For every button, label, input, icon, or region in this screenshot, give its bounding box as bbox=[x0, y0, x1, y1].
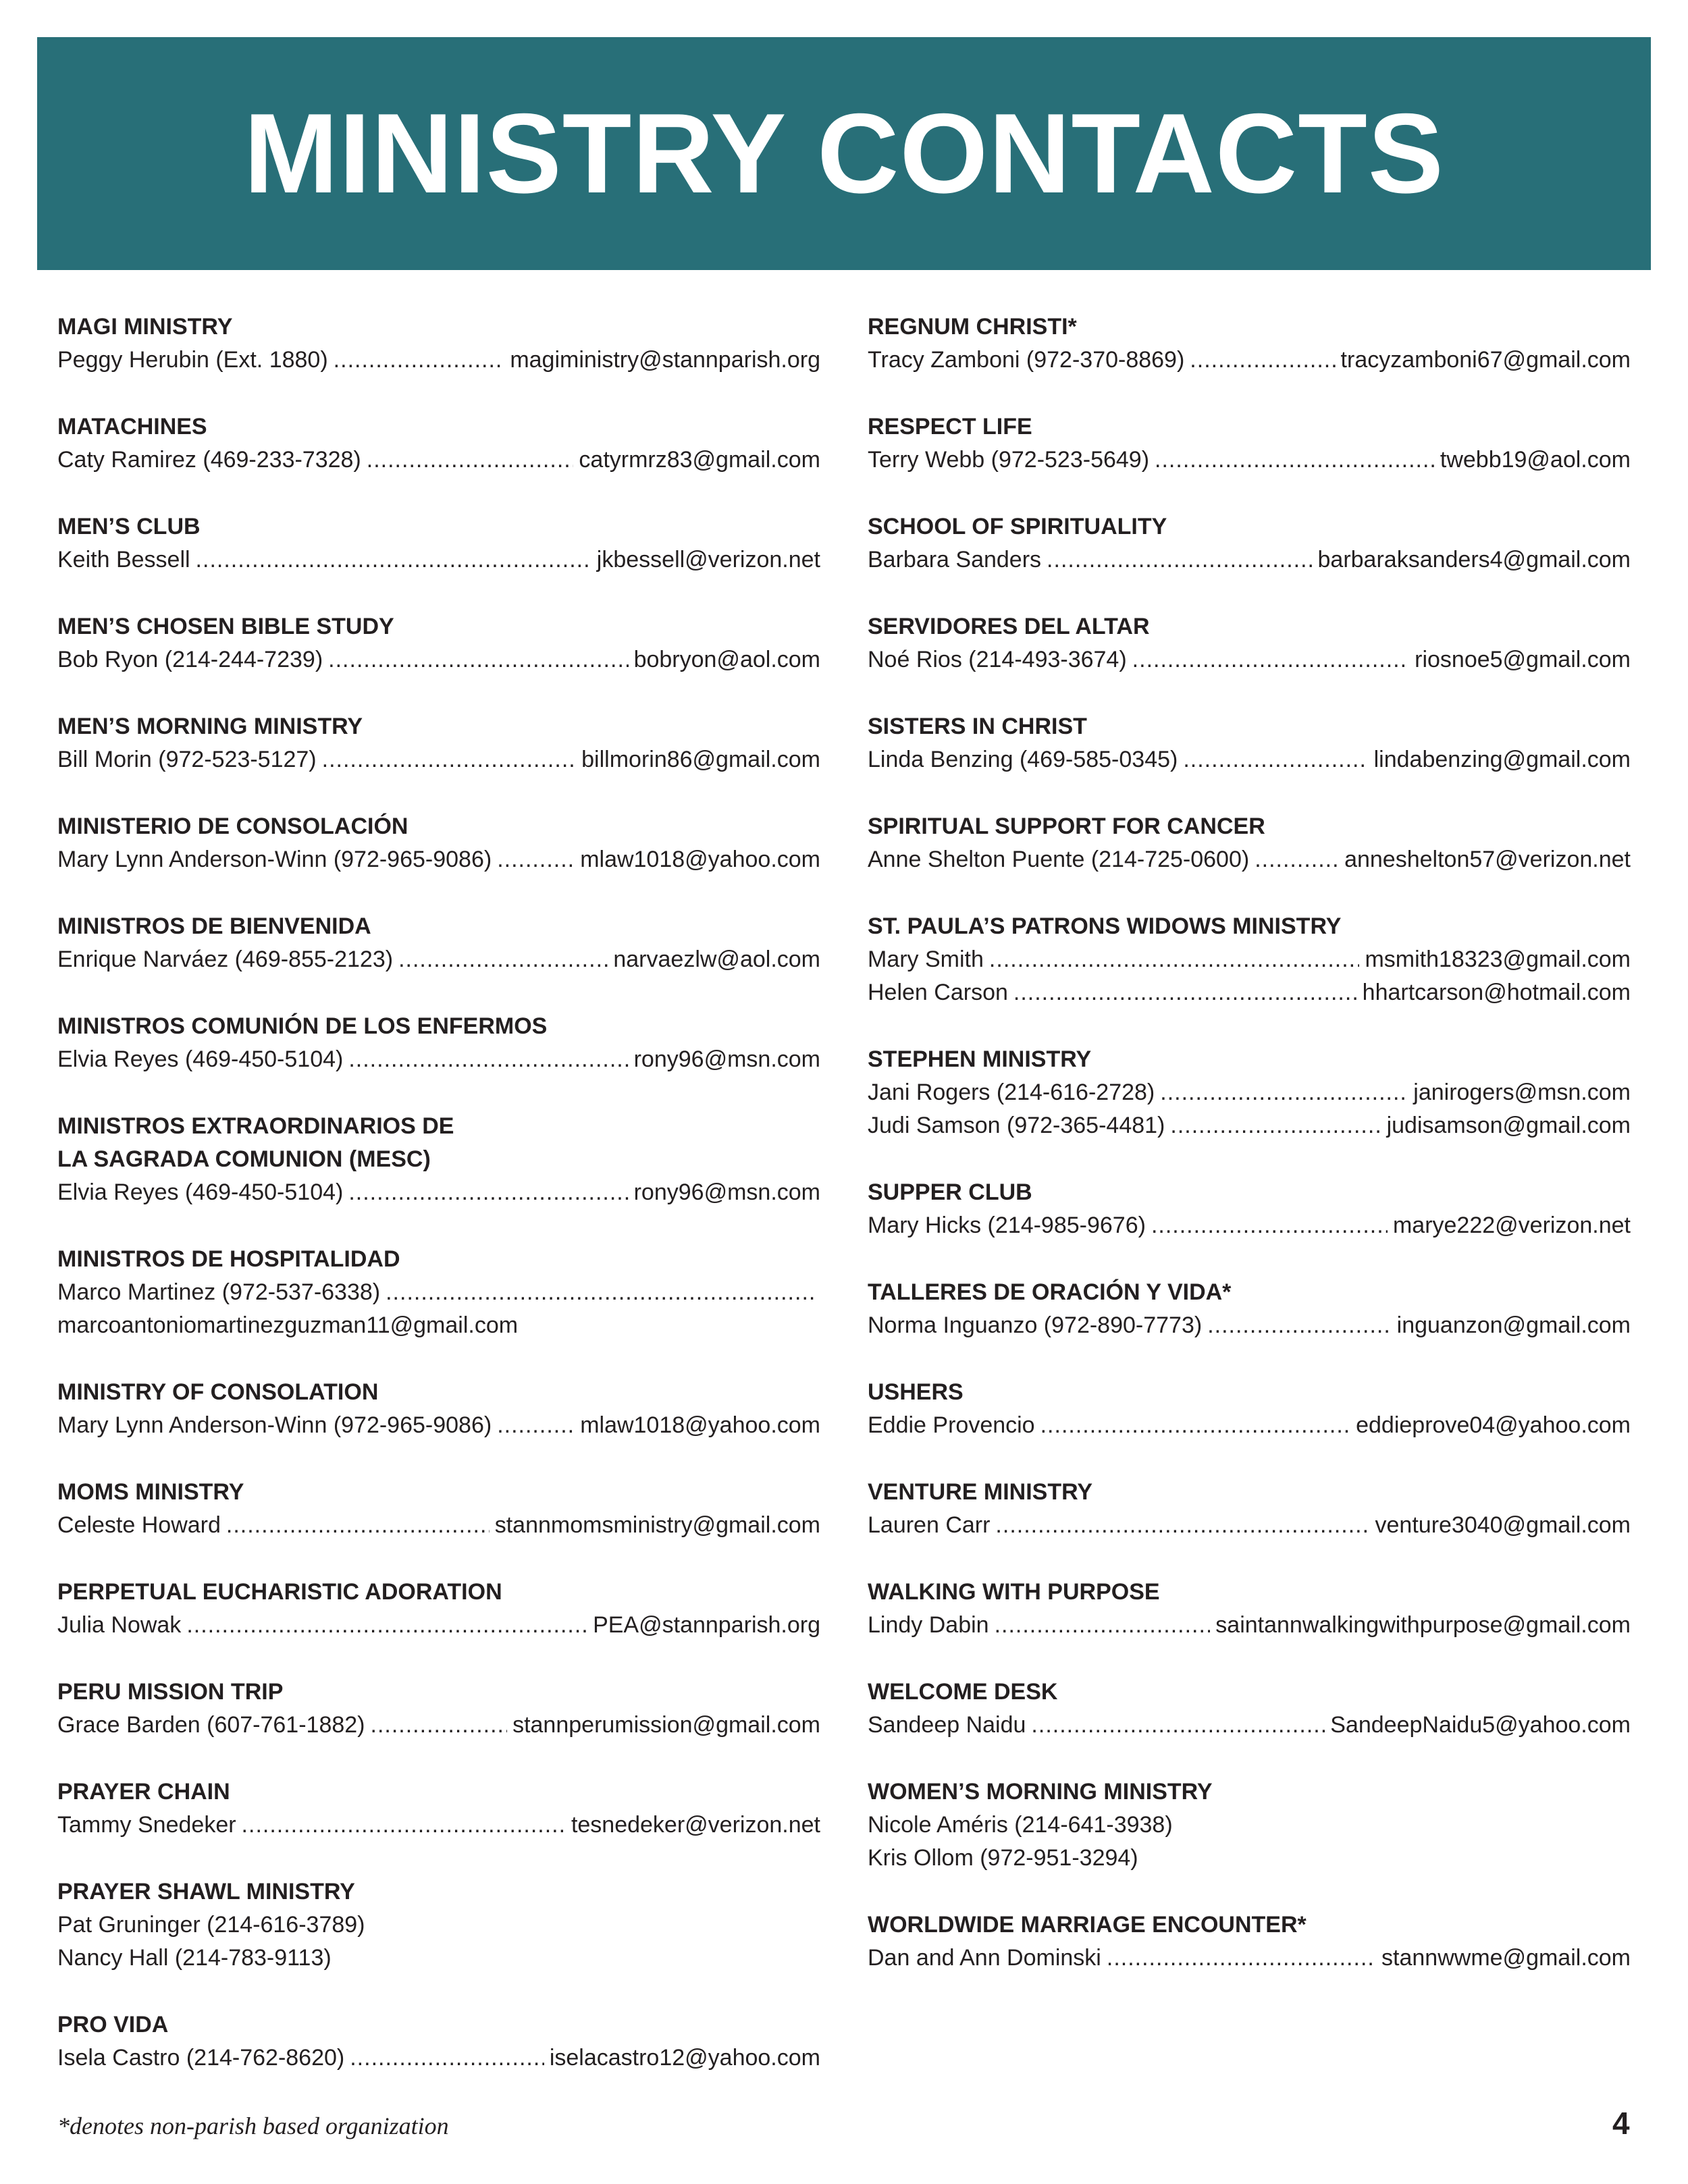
contact-name: Mary Smith bbox=[868, 947, 984, 972]
contact-line bbox=[868, 943, 1631, 976]
contact-name: Enrique Narváez (469-855-2123) bbox=[57, 947, 394, 972]
ministry-name: VENTURE MINISTRY bbox=[868, 1479, 1093, 1505]
ministry-name: TALLERES DE ORACIÓN Y VIDA* bbox=[868, 1279, 1232, 1305]
ministry-name: MINISTROS DE BIENVENIDA bbox=[57, 913, 371, 939]
dot-leader bbox=[1190, 344, 1335, 377]
ministry-entry bbox=[57, 810, 820, 876]
contact-email: jkbessell@verizon.net bbox=[596, 547, 820, 572]
ministry-entry bbox=[868, 410, 1631, 477]
ministry-entry bbox=[868, 1776, 1631, 1875]
contact-email: riosnoe5@gmail.com bbox=[1415, 647, 1631, 672]
dot-leader bbox=[995, 1509, 1369, 1542]
contact-line bbox=[868, 1309, 1631, 1342]
footnote: *denotes non-parish based organization bbox=[57, 2112, 449, 2139]
page-title: MINISTRY CONTACTS bbox=[244, 90, 1444, 217]
ministry-name: MEN’S CLUB bbox=[57, 514, 201, 539]
left-column bbox=[57, 311, 820, 2108]
ministry-name: MINISTRY OF CONSOLATION bbox=[57, 1379, 379, 1405]
ministry-entry bbox=[57, 1676, 820, 1742]
ministry-name: MINISTERIO DE CONSOLACIÓN bbox=[57, 814, 408, 839]
ministry-name: MEN’S CHOSEN BIBLE STUDY bbox=[57, 614, 394, 639]
ministry-name: PRO VIDA bbox=[57, 2012, 169, 2037]
contact-line bbox=[868, 1076, 1631, 1109]
dot-leader bbox=[1013, 976, 1357, 1009]
ministry-entry bbox=[57, 910, 820, 976]
contact-name: Celeste Howard bbox=[57, 1512, 221, 1538]
contact-line bbox=[57, 943, 820, 976]
contact-line bbox=[57, 543, 820, 577]
dot-leader bbox=[1132, 643, 1409, 676]
contact-name: Helen Carson bbox=[868, 980, 1008, 1005]
contact-name: Sandeep Naidu bbox=[868, 1712, 1026, 1738]
contact-line bbox=[868, 1809, 1631, 1842]
contact-name: Terry Webb (972-523-5649) bbox=[868, 447, 1150, 473]
dot-leader bbox=[334, 344, 505, 377]
dot-leader bbox=[1155, 444, 1435, 477]
dot-leader bbox=[371, 1709, 508, 1742]
contact-email: marye222@verizon.net bbox=[1392, 1213, 1631, 1238]
contact-email: narvaezlw@aol.com bbox=[613, 947, 820, 972]
contact-email: stannmomsministry@gmail.com bbox=[494, 1512, 820, 1538]
contact-line bbox=[57, 1176, 820, 1209]
ministry-entry bbox=[868, 1909, 1631, 1975]
contact-email: billmorin86@gmail.com bbox=[581, 747, 820, 772]
contact-line bbox=[57, 344, 820, 377]
ministry-name: WOMEN’S MORNING MINISTRY bbox=[868, 1779, 1213, 1805]
contact-name: marcoantoniomartinezguzman11@gmail.com bbox=[57, 1312, 519, 1338]
contact-name: Lauren Carr bbox=[868, 1512, 991, 1538]
ministry-entry bbox=[868, 610, 1631, 676]
ministry-name: MATACHINES bbox=[57, 414, 207, 440]
contact-line bbox=[57, 643, 820, 676]
dot-leader bbox=[1107, 1942, 1376, 1975]
contact-name: Nancy Hall (214-783-9113) bbox=[57, 1945, 332, 1971]
ministry-entry bbox=[57, 410, 820, 477]
ministry-entry bbox=[57, 610, 820, 676]
contact-email: judisamson@gmail.com bbox=[1386, 1113, 1631, 1138]
dot-leader bbox=[995, 1609, 1211, 1642]
contact-name: Elvia Reyes (469-450-5104) bbox=[57, 1179, 344, 1205]
dot-leader bbox=[367, 444, 574, 477]
ministry-entry bbox=[57, 1776, 820, 1842]
dot-leader bbox=[196, 543, 591, 577]
contact-line bbox=[57, 1276, 820, 1309]
contact-name: Judi Samson (972-365-4481) bbox=[868, 1113, 1165, 1138]
contact-name: Isela Castro (214-762-8620) bbox=[57, 2045, 345, 2071]
contact-name: Julia Nowak bbox=[57, 1612, 182, 1638]
ministry-name: SISTERS IN CHRIST bbox=[868, 714, 1087, 739]
contact-name: Norma Inguanzo (972-890-7773) bbox=[868, 1312, 1203, 1338]
dot-leader bbox=[1151, 1209, 1388, 1242]
ministry-name: WELCOME DESK bbox=[868, 1679, 1058, 1705]
ministry-name: MINISTROS COMUNIÓN DE LOS ENFERMOS bbox=[57, 1013, 548, 1039]
contact-line bbox=[868, 1109, 1631, 1142]
ministry-entry bbox=[57, 710, 820, 776]
dot-leader bbox=[226, 1509, 490, 1542]
contact-name: Elvia Reyes (469-450-5104) bbox=[57, 1046, 344, 1072]
ministry-entry bbox=[868, 1176, 1631, 1242]
contact-email: anneshelton57@verizon.net bbox=[1344, 847, 1631, 872]
contact-name: Marco Martinez (972-537-6338) bbox=[57, 1279, 381, 1305]
contact-name: Caty Ramirez (469-233-7328) bbox=[57, 447, 361, 473]
contact-name: Dan and Ann Dominski bbox=[868, 1945, 1101, 1971]
ministry-entry bbox=[57, 1576, 820, 1642]
contact-name: Mary Lynn Anderson-Winn (972-965-9086) bbox=[57, 847, 492, 872]
contact-email: catyrmrz83@gmail.com bbox=[579, 447, 820, 473]
contact-email: eddieprove04@yahoo.com bbox=[1356, 1412, 1631, 1438]
dot-leader bbox=[322, 743, 577, 776]
dot-leader bbox=[350, 2042, 544, 2075]
contact-line bbox=[868, 643, 1631, 676]
ministry-name: MOMS MINISTRY bbox=[57, 1479, 244, 1505]
ministry-name: SERVIDORES DEL ALTAR bbox=[868, 614, 1150, 639]
contact-line bbox=[868, 1942, 1631, 1975]
contact-name: Anne Shelton Puente (214-725-0600) bbox=[868, 847, 1250, 872]
dot-leader bbox=[1040, 1409, 1351, 1442]
contact-email: venture3040@gmail.com bbox=[1375, 1512, 1631, 1538]
contact-email: SandeepNaidu5@yahoo.com bbox=[1330, 1712, 1631, 1738]
ministry-entry bbox=[868, 510, 1631, 577]
dot-leader bbox=[1047, 543, 1312, 577]
ministry-name: MINISTROS EXTRAORDINARIOS DE bbox=[57, 1113, 454, 1139]
contact-line bbox=[57, 1509, 820, 1542]
dot-leader bbox=[1170, 1109, 1381, 1142]
page-number: 4 bbox=[1612, 2106, 1630, 2141]
ministry-entry bbox=[57, 510, 820, 577]
contact-line bbox=[868, 1209, 1631, 1242]
dot-leader bbox=[242, 1809, 566, 1842]
contact-email: tesnedeker@verizon.net bbox=[571, 1812, 820, 1838]
contact-line bbox=[57, 444, 820, 477]
contact-line bbox=[868, 1842, 1631, 1875]
dot-leader bbox=[989, 943, 1360, 976]
contact-email: tracyzamboni67@gmail.com bbox=[1340, 347, 1631, 373]
contact-line bbox=[57, 1409, 820, 1442]
contact-line bbox=[868, 1409, 1631, 1442]
ministry-entry bbox=[868, 1476, 1631, 1542]
contact-email: iselacastro12@yahoo.com bbox=[549, 2045, 820, 2071]
ministry-entry bbox=[868, 1376, 1631, 1442]
contact-email: twebb19@aol.com bbox=[1440, 447, 1631, 473]
ministry-name: WALKING WITH PURPOSE bbox=[868, 1579, 1160, 1605]
contact-name: Bob Ryon (214-244-7239) bbox=[57, 647, 323, 672]
contact-email: lindabenzing@gmail.com bbox=[1373, 747, 1631, 772]
ministry-name: RESPECT LIFE bbox=[868, 414, 1032, 440]
ministry-name: ST. PAULA’S PATRONS WIDOWS MINISTRY bbox=[868, 913, 1342, 939]
ministry-name: USHERS bbox=[868, 1379, 964, 1405]
contact-line bbox=[57, 1609, 820, 1642]
dot-leader bbox=[348, 1043, 628, 1076]
contact-line bbox=[57, 843, 820, 876]
ministry-entry bbox=[868, 810, 1631, 876]
contact-line bbox=[57, 1942, 820, 1975]
contact-email: hhartcarson@hotmail.com bbox=[1362, 980, 1631, 1005]
contact-line bbox=[868, 1709, 1631, 1742]
ministry-name: LA SAGRADA COMUNION (MESC) bbox=[57, 1146, 431, 1172]
ministry-name: PERPETUAL EUCHARISTIC ADORATION bbox=[57, 1579, 502, 1605]
ministry-entry bbox=[868, 910, 1631, 1009]
contact-email: PEA@stannparish.org bbox=[593, 1612, 820, 1638]
contact-line bbox=[57, 743, 820, 776]
contact-line bbox=[57, 1709, 820, 1742]
ministry-name: PRAYER SHAWL MINISTRY bbox=[57, 1879, 355, 1905]
contact-email: bobryon@aol.com bbox=[633, 647, 820, 672]
contact-line bbox=[868, 344, 1631, 377]
contact-name: Tracy Zamboni (972-370-8869) bbox=[868, 347, 1185, 373]
contact-email: stannperumission@gmail.com bbox=[512, 1712, 820, 1738]
ministry-name: PRAYER CHAIN bbox=[57, 1779, 230, 1805]
ministry-entry bbox=[868, 710, 1631, 776]
ministry-entry bbox=[57, 311, 820, 377]
contact-name: Tammy Snedeker bbox=[57, 1812, 236, 1838]
ministry-entry bbox=[868, 1276, 1631, 1342]
dot-leader bbox=[497, 843, 575, 876]
contact-line bbox=[57, 1909, 820, 1942]
ministry-entry bbox=[57, 1010, 820, 1076]
dot-leader bbox=[1255, 843, 1339, 876]
contact-line bbox=[868, 1609, 1631, 1642]
contact-name: Pat Gruninger (214-616-3789) bbox=[57, 1912, 365, 1938]
contact-line bbox=[57, 1809, 820, 1842]
contact-name: Lindy Dabin bbox=[868, 1612, 989, 1638]
dot-leader bbox=[497, 1409, 575, 1442]
contact-line bbox=[57, 1309, 820, 1342]
ministry-name: MEN’S MORNING MINISTRY bbox=[57, 714, 363, 739]
ministry-entry bbox=[57, 2008, 820, 2075]
ministry-entry bbox=[868, 311, 1631, 377]
ministry-entry bbox=[57, 1476, 820, 1542]
contact-name: Noé Rios (214-493-3674) bbox=[868, 647, 1127, 672]
ministry-name: MAGI MINISTRY bbox=[57, 314, 233, 340]
contact-email: stannwwme@gmail.com bbox=[1381, 1945, 1631, 1971]
contact-name: Jani Rogers (214-616-2728) bbox=[868, 1080, 1155, 1105]
contact-name: Mary Lynn Anderson-Winn (972-965-9086) bbox=[57, 1412, 492, 1438]
ministry-entry bbox=[57, 1875, 820, 1975]
ministry-name: STEPHEN MINISTRY bbox=[868, 1046, 1092, 1072]
contact-email: saintannwalkingwithpurpose@gmail.com bbox=[1215, 1612, 1631, 1638]
contact-name: Nicole Améris (214-641-3938) bbox=[868, 1812, 1173, 1838]
dot-leader bbox=[386, 1276, 815, 1309]
contact-name: Grace Barden (607-761-1882) bbox=[57, 1712, 365, 1738]
ministry-name: SPIRITUAL SUPPORT FOR CANCER bbox=[868, 814, 1265, 839]
ministry-entry bbox=[57, 1110, 820, 1209]
contact-line bbox=[57, 2042, 820, 2075]
ministry-entry bbox=[57, 1243, 820, 1342]
dot-leader bbox=[398, 943, 608, 976]
contact-email: mlaw1018@yahoo.com bbox=[580, 1412, 820, 1438]
contact-line bbox=[868, 843, 1631, 876]
contact-line bbox=[57, 1043, 820, 1076]
dot-leader bbox=[186, 1609, 587, 1642]
contact-email: barbaraksanders4@gmail.com bbox=[1317, 547, 1631, 572]
dot-leader bbox=[1207, 1309, 1391, 1342]
dot-leader bbox=[1160, 1076, 1408, 1109]
contact-name: Peggy Herubin (Ext. 1880) bbox=[57, 347, 328, 373]
contact-line bbox=[868, 543, 1631, 577]
contact-line bbox=[868, 743, 1631, 776]
header-banner bbox=[37, 37, 1651, 270]
contact-email: inguanzon@gmail.com bbox=[1396, 1312, 1631, 1338]
ministry-name: SUPPER CLUB bbox=[868, 1179, 1032, 1205]
ministry-name: SCHOOL OF SPIRITUALITY bbox=[868, 514, 1167, 539]
contact-email: mlaw1018@yahoo.com bbox=[580, 847, 820, 872]
contact-email: rony96@msn.com bbox=[633, 1179, 820, 1205]
contact-name: Keith Bessell bbox=[57, 547, 190, 572]
contact-name: Linda Benzing (469-585-0345) bbox=[868, 747, 1178, 772]
ministry-entry bbox=[57, 1376, 820, 1442]
ministry-name: REGNUM CHRISTI* bbox=[868, 314, 1077, 340]
ministry-entry bbox=[868, 1576, 1631, 1642]
dot-leader bbox=[1183, 743, 1368, 776]
contact-name: Barbara Sanders bbox=[868, 547, 1042, 572]
contact-email: janirogers@msn.com bbox=[1413, 1080, 1631, 1105]
contact-name: Bill Morin (972-523-5127) bbox=[57, 747, 317, 772]
contact-line bbox=[868, 976, 1631, 1009]
ministry-entry bbox=[868, 1676, 1631, 1742]
contact-email: msmith18323@gmail.com bbox=[1365, 947, 1631, 972]
dot-leader bbox=[1031, 1709, 1325, 1742]
ministry-name: WORLDWIDE MARRIAGE ENCOUNTER* bbox=[868, 1912, 1307, 1938]
dot-leader bbox=[328, 643, 628, 676]
contact-email: magiministry@stannparish.org bbox=[510, 347, 820, 373]
ministry-name: MINISTROS DE HOSPITALIDAD bbox=[57, 1246, 400, 1272]
contact-name: Eddie Provencio bbox=[868, 1412, 1035, 1438]
dot-leader bbox=[348, 1176, 628, 1209]
contact-email: rony96@msn.com bbox=[633, 1046, 820, 1072]
ministry-name: PERU MISSION TRIP bbox=[57, 1679, 284, 1705]
contact-line bbox=[868, 444, 1631, 477]
contact-name: Kris Ollom (972-951-3294) bbox=[868, 1845, 1138, 1871]
right-column bbox=[868, 311, 1631, 2008]
contact-name: Mary Hicks (214-985-9676) bbox=[868, 1213, 1146, 1238]
ministry-entry bbox=[868, 1043, 1631, 1142]
contact-line bbox=[868, 1509, 1631, 1542]
